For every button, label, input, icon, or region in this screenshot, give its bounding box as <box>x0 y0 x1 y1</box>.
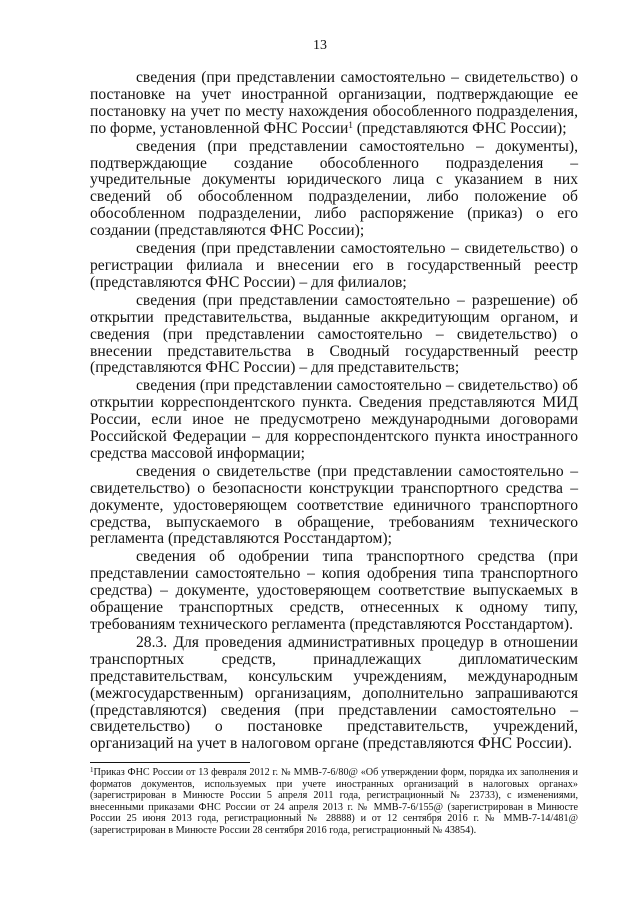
footnote-marker: 1 <box>90 766 94 774</box>
paragraph-branch-registration: сведения (при представлении самостоятельно – свидетельство) о регистрации филиала и внесении его в государственный реестр (представляются ФНС России) – для филиалов; <box>90 240 578 291</box>
paragraph-separate-division: сведения (при представлении самостоятельно – документы), подтверждающие создание обособленного подразделения – учредительные документы юридического лица с указанием в них сведений об обособленном подразделении, либо положение об обособленном подразделении, либо распоряжение (приказ) о его создании (представляются ФНС России); <box>90 137 578 240</box>
paragraph-representative-office: сведения (при представлении самостоятельно – разрешение) об открытии представительства, выданные аккредитующим органом, и сведения (при представлении самостоятельно – свидетельство) о внесении представительства в Сводный государственный реестр (представляются ФНС России) – для представительств; <box>90 291 578 377</box>
page-number: 13 <box>313 38 327 53</box>
paragraph-text: сведения (при представлении самостоятельно – свидетельство) о постановке на учет иностранной организации, подтверждающие ее постановку на учет по месту нахождения обособленного подразделения, по форме, установленной ФНС России <box>90 69 578 137</box>
paragraph-vehicle-type-approval: сведения об одобрении типа транспортного средства (при представлении самостоятельно – копия одобрения типа транспортного средства) – документе, удостоверяющем соответствие выпускаемых в обращение транспортных средств, отнесенных к одному типу, требованиям технического регламента (представляются Росстандартом). <box>90 548 578 633</box>
footnote-text: Приказ ФНС России от 13 февраля 2012 г. № ММВ-7-6/80@ «Об утверждении форм, порядка их заполнения и форматов документов, используемых при учете иностранных организаций в налоговых органах» (зарегистрирован в Минюсте России 5 апреля 2011 года, регистрационный № 23733), с изменениями, внесенными приказами ФНС России от 24 апреля 2013 г. № ММВ-7-6/155@ (зарегистрирован в Минюсте России 25 июня 2013 года, регистрационный № 28888) и от 12 сентября 2016 г. № ММВ-7-14/481@ (зарегистрирован в Минюсте России 28 сентября 2016 года, регистрационный № 43854). <box>90 767 578 836</box>
paragraph-correspondent-point: сведения (при представлении самостоятельно – свидетельство) об открытии корреспондентского пункта. Сведения представляются МИД России, если иное не предусмотрено международными договорами Российской Федерации – для корреспондентского пункта иностранного средства массовой информации; <box>90 377 578 462</box>
paragraph-text-tail: (представляются ФНС России); <box>352 119 567 137</box>
footnote-reference[interactable]: 1 <box>348 119 353 130</box>
footnote <box>90 767 578 837</box>
paragraph-foreign-org-registration <box>90 70 578 138</box>
body-text <box>90 70 578 753</box>
footnote-divider <box>90 762 250 763</box>
paragraph-28-3: 28.3. Для проведения административных процедур в отношении транспортных средств, принадлежащих дипломатическим представительствам, консульским учреждениям, международным (межгосударственным) организациям, дополнительно запрашиваются (представляются) сведения (при представлении самостоятельно – свидетельство) о постановке представительств, учреждений, организаций на учет в налоговом органе (представляются ФНС России). <box>90 633 578 753</box>
paragraph-vehicle-safety: сведения о свидетельстве (при представлении самостоятельно – свидетельство) о безопасности конструкции транспортного средства – документе, удостоверяющем соответствие единичного транспортного средства, выпускаемого в обращение, требованиям технического регламента (представляются Росстандартом); <box>90 462 578 548</box>
